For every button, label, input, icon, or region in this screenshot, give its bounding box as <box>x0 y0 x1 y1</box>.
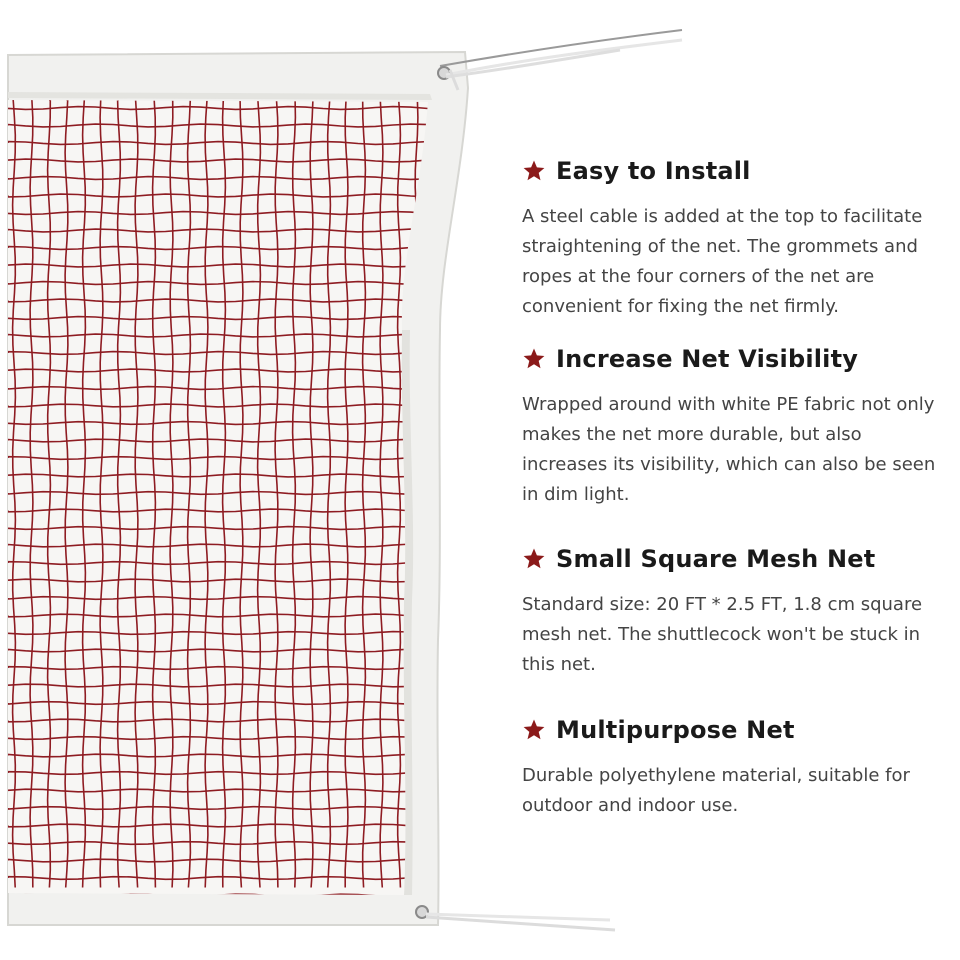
star-icon <box>522 718 546 742</box>
star-icon <box>522 547 546 571</box>
feature-easy-to-install <box>522 157 952 322</box>
feature-increase-net-visibility <box>522 345 952 510</box>
feature-title: Easy to Install <box>556 157 751 185</box>
feature-description: Durable polyethylene material, suitable for outdoor and indoor use. <box>522 765 910 816</box>
feature-title: Small Square Mesh Net <box>556 545 876 573</box>
feature-description: A steel cable is added at the top to facilitate straightening of the net. The grommets and ropes at the four corners of the net are convenient for fixing the net firmly. <box>522 206 923 317</box>
star-icon <box>522 159 546 183</box>
feature-title-row <box>522 345 952 373</box>
feature-title: Increase Net Visibility <box>556 345 859 373</box>
feature-title: Multipurpose Net <box>556 716 795 744</box>
feature-title-row <box>522 545 952 573</box>
star-icon <box>522 347 546 371</box>
feature-title-row <box>522 157 952 185</box>
feature-multipurpose-net <box>522 716 952 821</box>
feature-title-row <box>522 716 952 744</box>
feature-description: Standard size: 20 FT * 2.5 FT, 1.8 cm square mesh net. The shuttlecock won't be stuck in this net. <box>522 594 923 675</box>
feature-small-square-mesh-net <box>522 545 952 680</box>
feature-description: Wrapped around with white PE fabric not only makes the net more durable, but also increases its visibility, which can also be seen in dim light. <box>522 394 936 505</box>
